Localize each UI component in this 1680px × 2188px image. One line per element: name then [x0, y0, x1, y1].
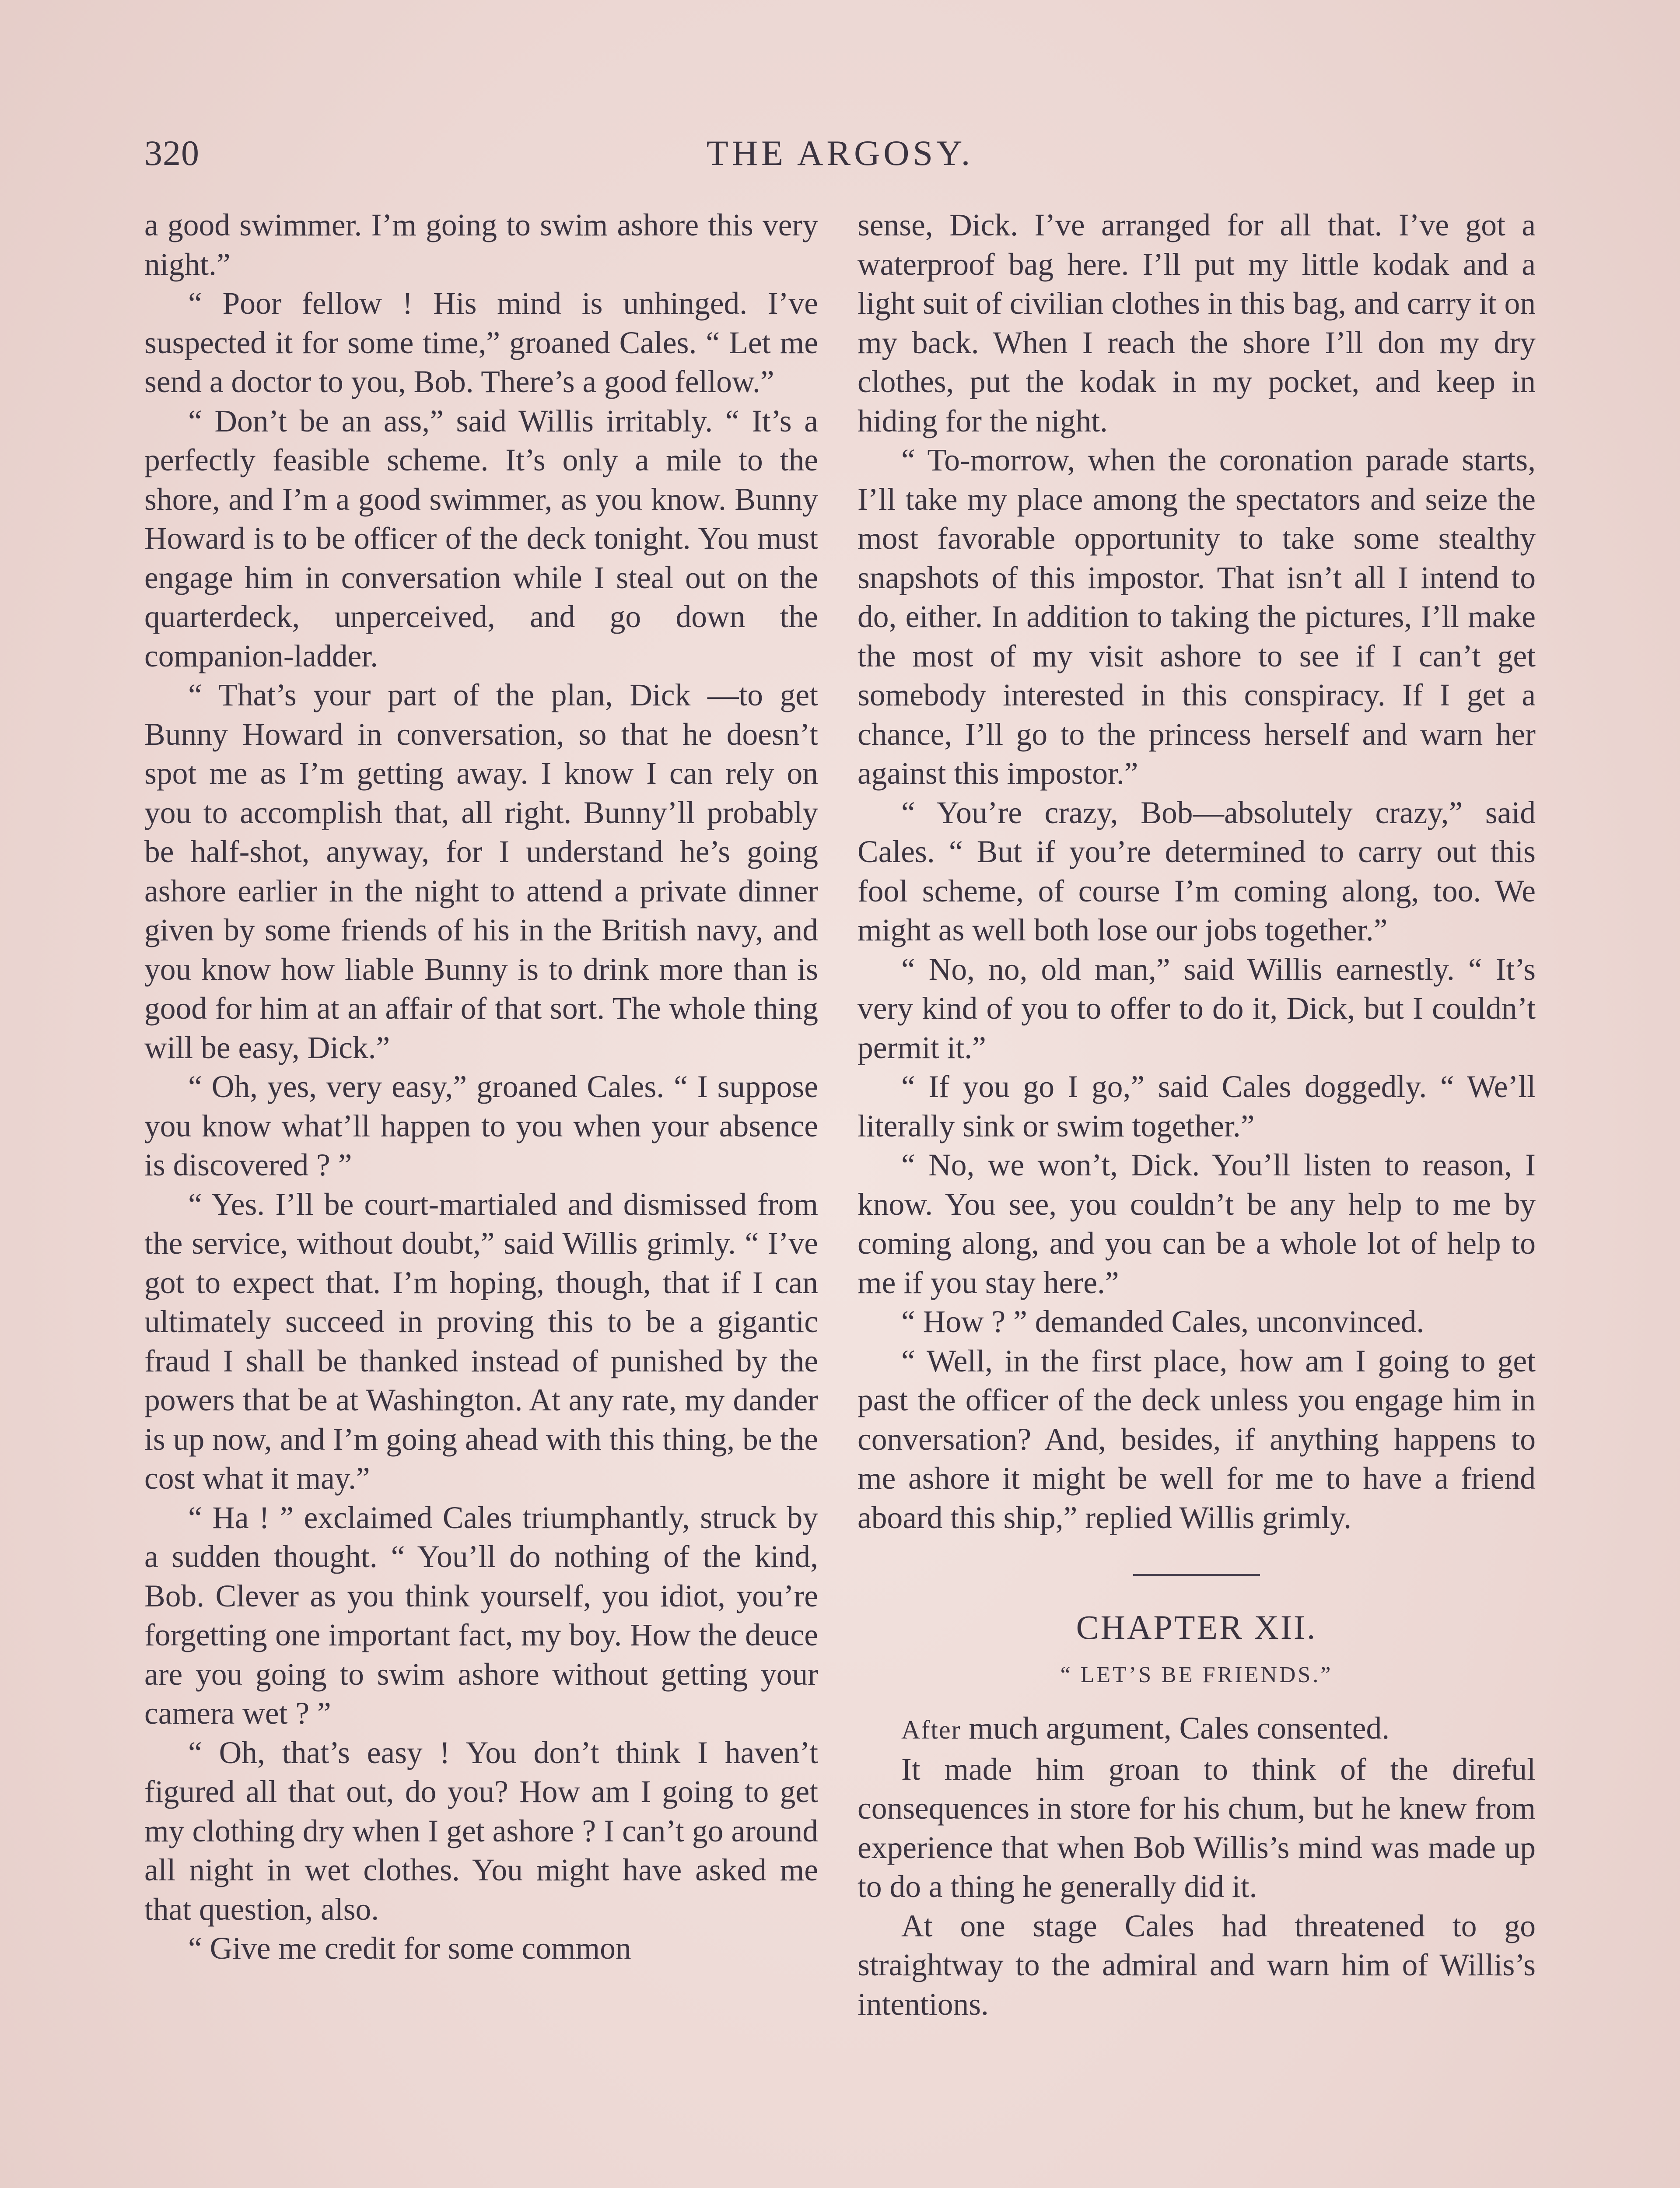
chapter-first-word: After — [901, 1715, 961, 1744]
running-head: THE ARGOSY. — [706, 133, 974, 173]
paragraph: “ No, we won’t, Dick. You’ll listen to reason, I know. You see, you couldn’t be any help to me by coming along, and you can be a whole lot of help to me if you stay here.” — [858, 1148, 1536, 1300]
paragraph: At one stage Cales had threatened to go straightway to the admiral and warn him of Willis’s intentions. — [858, 1908, 1536, 2022]
paragraph: “ Oh, that’s easy ! You don’t think I haven’t figured all that out, do you? How am I going to get my clothing dry when I get ashore ? I can’t go around all night in wet clothes. You might have asked me that question, also. — [144, 1735, 818, 1927]
paragraph: “ Yes. I’ll be court-martialed and dismissed from the service, without doubt,” said Willis grimly. “ I’ve got to expect that. I’m hoping, though, that if I can ultimately succeed in proving this to be a gigantic fraud I shall be thanked instead of punished by the powers that be at Washington. At any rate, my dander is up now, and I’m going ahead with this thing, be the cost what it may.” — [144, 1187, 818, 1496]
paragraph: “ Don’t be an ass,” said Willis irritably. “ It’s a perfectly feasible scheme. It’s only a mile to the shore, and I’m a good swimmer, as you know. Bunny Howard is to be officer of the deck tonight. You must engage him in conversation while I steal out on the quarterdeck, unperceived, and go down the companion-ladder. — [144, 403, 818, 673]
paragraph — [858, 1709, 1536, 1750]
paragraph: “ Give me credit for some common — [188, 1931, 631, 1966]
paragraph: “ If you go I go,” said Cales doggedly. “ We’ll literally sink or swim together.” — [858, 1069, 1536, 1143]
left-column — [144, 206, 818, 1968]
chapter-title: CHAPTER XII. — [1076, 1608, 1317, 1646]
paragraph: “ That’s your part of the plan, Dick —to get Bunny Howard in conversation, so that he doesn’t spot me as I’m getting away. I know I can rely on you to accomplish that, all right. Bunny’ll probably be half-shot, anyway, for I understand he’s going ashore earlier in the night to attend a private dinner given by some friends of his in the British navy, and you know how liable Bunny is to drink more than is good for him at an affair of that sort. The whole thing will be easy, Dick.” — [144, 678, 818, 1065]
paragraph: “ Poor fellow ! His mind is unhinged. I’ve suspected it for some time,” groaned Cales. “ Let me send a doctor to you, Bob. There’s a good fellow.” — [144, 286, 818, 399]
paragraph: “ Ha ! ” exclaimed Cales triumphantly, struck by a sudden thought. “ You’ll do nothing of the kind, Bob. Clever as you think yourself, you idiot, you’re forgetting one important fact, my boy. How the deuce are you going to swim ashore without getting your camera wet ? ” — [144, 1500, 818, 1731]
paragraph: a good swimmer. I’m going to swim ashore this very night.” — [144, 208, 818, 282]
paragraph: It made him groan to think of the direful consequences in store for his chum, but he knew from experience that when Bob Willis’s mind was made up to do a thing he generally did it. — [858, 1752, 1536, 1904]
page-number: 320 — [144, 133, 200, 173]
chapter-first-rest: much argument, Cales consented. — [961, 1711, 1390, 1746]
paragraph: “ No, no, old man,” said Willis earnestly. “ It’s very kind of you to offer to do it, Dick, but I couldn’t permit it.” — [858, 952, 1536, 1065]
section-divider — [1133, 1574, 1260, 1576]
paragraph: “ How ? ” demanded Cales, unconvinced. — [901, 1304, 1424, 1339]
paragraph: sense, Dick. I’ve arranged for all that. I’ve got a waterproof bag here. I’ll put my little kodak and a light suit of civilian clothes in this bag, and carry it on my back. When I reach the shore I’ll don my dry clothes, put the kodak in my pocket, and keep in hiding for the night. — [858, 208, 1536, 438]
chapter-subtitle: “ LET’S BE FRIENDS.” — [1060, 1662, 1333, 1687]
paragraph: “ Well, in the first place, how am I going to get past the officer of the deck unless you engage him in conversation? And, besides, if anything happens to me ashore it might be well for me to have a friend aboard this ship,” replied Willis grimly. — [858, 1343, 1536, 1535]
paragraph: “ To-morrow, when the coronation parade starts, I’ll take my place among the spectators and seize the most favorable opportunity to take some stealthy snapshots of this impostor. That isn’t all I intend to do, either. In addition to taking the pictures, I’ll make the most of my visit ashore to see if I can’t get somebody interested in this conspiracy. If I get a chance, I’ll go to the princess herself and warn her against this impostor.” — [858, 443, 1536, 791]
paragraph: “ You’re crazy, Bob—absolutely crazy,” said Cales. “ But if you’re determined to carry out this fool scheme, of course I’m coming along, too. We might as well both lose our jobs together.” — [858, 795, 1536, 947]
paragraph: “ Oh, yes, very easy,” groaned Cales. “ I suppose you know what’ll happen to you when your absence is discovered ? ” — [144, 1069, 818, 1182]
right-column — [858, 206, 1536, 2024]
